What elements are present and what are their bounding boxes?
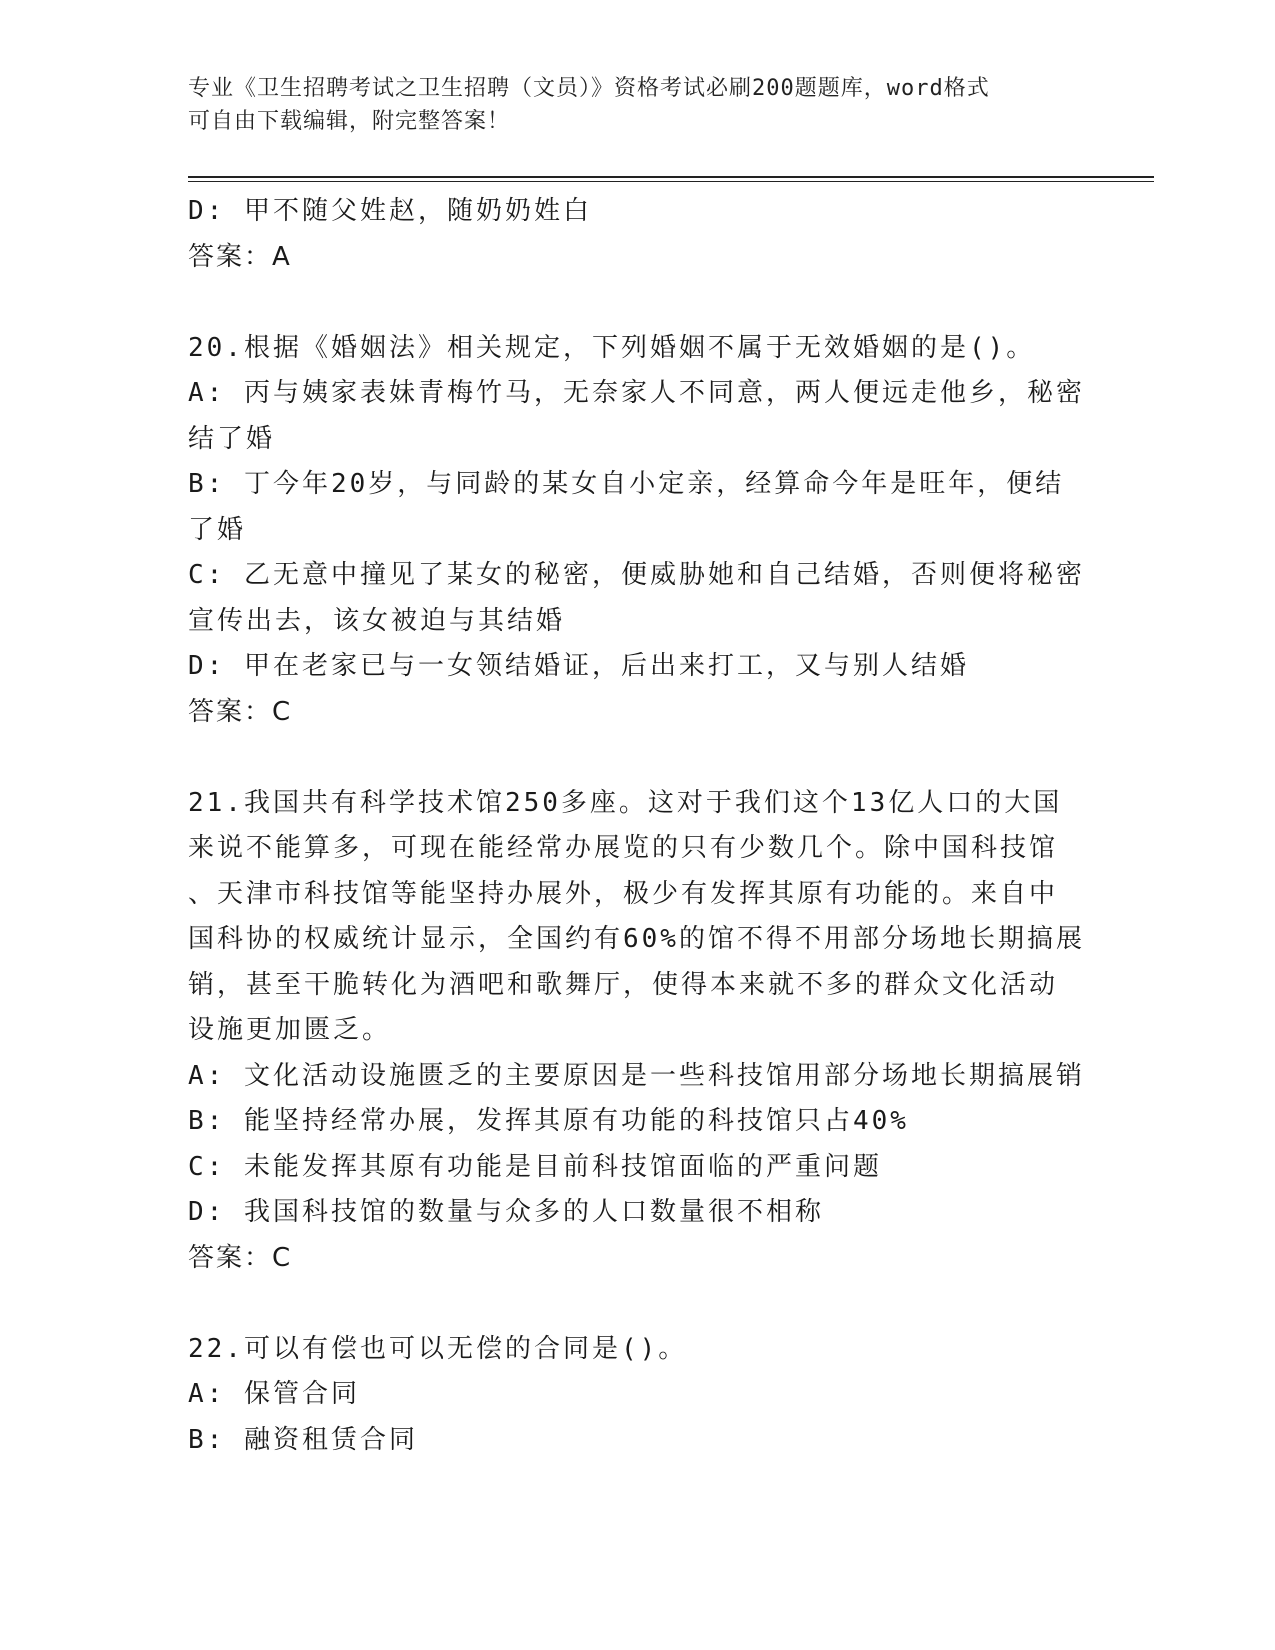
question-22-option-a: A: 保管合同 (188, 1379, 360, 1409)
header-divider-thick (188, 176, 1154, 178)
question-20 (188, 326, 1088, 736)
question-21-option-b: B: 能坚持经常办展，发挥其原有功能的科技馆只占40% (188, 1106, 909, 1136)
question-20-stem: 20.根据《婚姻法》相关规定，下列婚姻不属于无效婚姻的是()。 (188, 332, 1036, 363)
prev-question-option-d: D: 甲不随父姓赵，随奶奶姓白 (188, 196, 592, 226)
question-21-stem-line-5: 销，甚至干脆转化为酒吧和歌舞厅，使得本来就不多的群众文化活动 (188, 969, 1059, 1000)
document-header (188, 72, 1068, 138)
question-20-option-d: D: 甲在老家已与一女领结婚证，后出来打工，又与别人结婚 (188, 651, 969, 681)
prev-question-answer: 答案：A (188, 241, 292, 272)
header-line-1: 专业《卫生招聘考试之卫生招聘（文员）》资格考试必刷200题题库，word格式 (188, 76, 990, 101)
question-20-option-b-line-1: B: 丁今年20岁，与同龄的某女自小定亲，经算命今年是旺年，便结 (188, 469, 1065, 499)
question-22 (188, 1327, 1088, 1464)
question-21-stem-line-1: 21.我国共有科学技术馆250多座。这对于我们这个13亿人口的大国 (188, 787, 1063, 818)
question-21-stem-line-4: 国科协的权威统计显示，全国约有60%的馆不得不用部分场地长期搞展 (188, 924, 1085, 954)
question-20-option-a-line-2: 结了婚 (188, 423, 276, 454)
question-21 (188, 781, 1088, 1282)
header-line-2: 可自由下载编辑，附完整答案！ (188, 109, 511, 134)
question-20-answer: 答案：C (188, 696, 293, 727)
question-21-option-d: D: 我国科技馆的数量与众多的人口数量很不相称 (188, 1197, 824, 1227)
question-gap (188, 1281, 1088, 1327)
question-20-option-a-line-1: A: 丙与姨家表妹青梅竹马，无奈家人不同意，两人便远走他乡，秘密 (188, 378, 1085, 408)
question-list (188, 189, 1088, 1463)
question-21-answer: 答案：C (188, 1242, 293, 1273)
question-21-option-c: C: 未能发挥其原有功能是目前科技馆面临的严重问题 (188, 1151, 882, 1182)
question-21-option-a: A: 文化活动设施匮乏的主要原因是一些科技馆用部分场地长期搞展销 (188, 1060, 1085, 1091)
question-20-option-c-line-1: C: 乙无意中撞见了某女的秘密，便威胁她和自己结婚，否则便将秘密 (188, 560, 1085, 590)
question-gap (188, 735, 1088, 781)
question-21-stem-line-6: 设施更加匮乏。 (188, 1015, 392, 1045)
question-21-stem-line-3: 、天津市科技馆等能坚持办展外，极少有发挥其原有功能的。来自中 (188, 878, 1059, 909)
question-22-option-b: B: 融资租赁合同 (188, 1424, 418, 1455)
question-gap (188, 280, 1088, 326)
header-divider-thin (188, 181, 1154, 182)
question-20-option-c-line-2: 宣传出去，该女被迫与其结婚 (188, 605, 566, 636)
question-22-stem: 22.可以有偿也可以无偿的合同是()。 (188, 1333, 688, 1364)
question-21-stem-line-2: 来说不能算多，可现在能经常办展览的只有少数几个。除中国科技馆 (188, 833, 1059, 863)
question-20-option-b-line-2: 了婚 (188, 514, 247, 545)
